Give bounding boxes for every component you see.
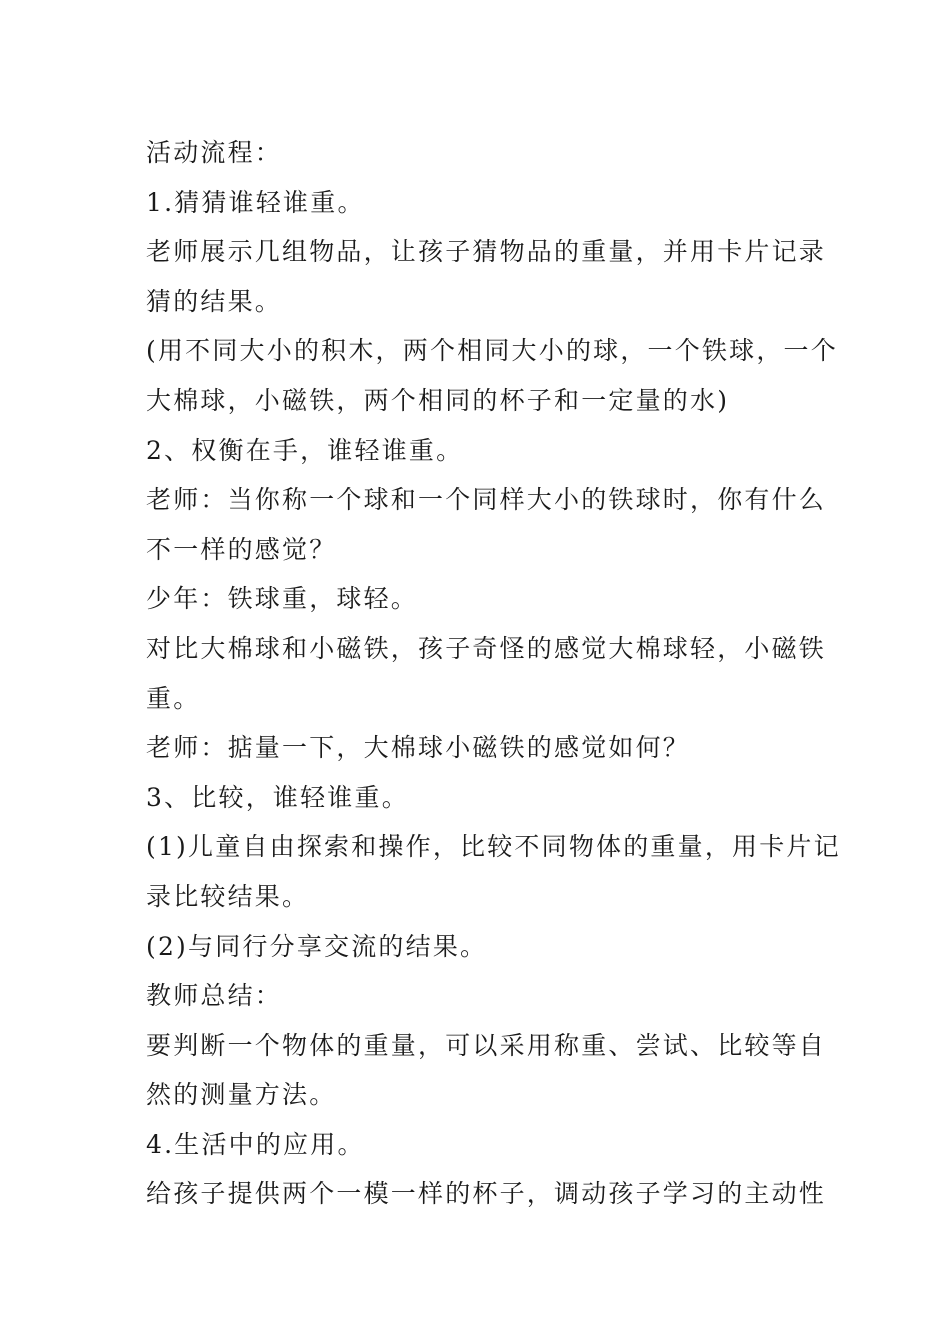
paragraph-line: 录比较结果。 bbox=[146, 881, 310, 911]
paragraph-line: (用不同大小的积木，两个相同大小的球，一个铁球，一个 bbox=[146, 336, 838, 366]
paragraph-line: 对比大棉球和小磁铁，孩子奇怪的感觉大棉球轻，小磁铁 bbox=[146, 633, 827, 663]
paragraph-line: 不一样的感觉？ bbox=[146, 534, 337, 564]
step-2-heading: 2、权衡在手，谁轻谁重。 bbox=[146, 435, 464, 465]
section-heading-activity-process: 活动流程： bbox=[146, 138, 283, 167]
teacher-summary-heading: 教师总结： bbox=[146, 981, 283, 1011]
paragraph-line: 猜的结果。 bbox=[146, 286, 283, 316]
paragraph-line: 给孩子提供两个一模一样的杯子，调动孩子学习的主动性 bbox=[146, 1179, 827, 1209]
document-body bbox=[146, 128, 841, 1219]
step-4-heading: 4.生活中的应用。 bbox=[146, 1129, 365, 1159]
step-3-heading: 3、比较，谁轻谁重。 bbox=[146, 782, 409, 812]
paragraph-line: 老师：当你称一个球和一个同样大小的铁球时，你有什么 bbox=[146, 485, 827, 515]
paragraph-line: 少年：铁球重，球轻。 bbox=[146, 584, 419, 614]
paragraph-line: 老师：掂量一下，大棉球小磁铁的感觉如何？ bbox=[146, 733, 691, 763]
paragraph-line: 重。 bbox=[146, 683, 201, 713]
paragraph-line: 大棉球，小磁铁，两个相同的杯子和一定量的水) bbox=[146, 385, 730, 415]
paragraph-line: 然的测量方法。 bbox=[146, 1080, 337, 1110]
paragraph-line: (1)儿童自由探索和操作，比较不同物体的重量，用卡片记 bbox=[146, 832, 841, 862]
paragraph-line: 老师展示几组物品，让孩子猜物品的重量，并用卡片记录 bbox=[146, 237, 827, 267]
paragraph-line: 要判断一个物体的重量，可以采用称重、尝试、比较等自 bbox=[146, 1030, 827, 1060]
paragraph-line: (2)与同行分享交流的结果。 bbox=[146, 931, 488, 961]
step-1-heading: 1.猜猜谁轻谁重。 bbox=[146, 187, 365, 217]
